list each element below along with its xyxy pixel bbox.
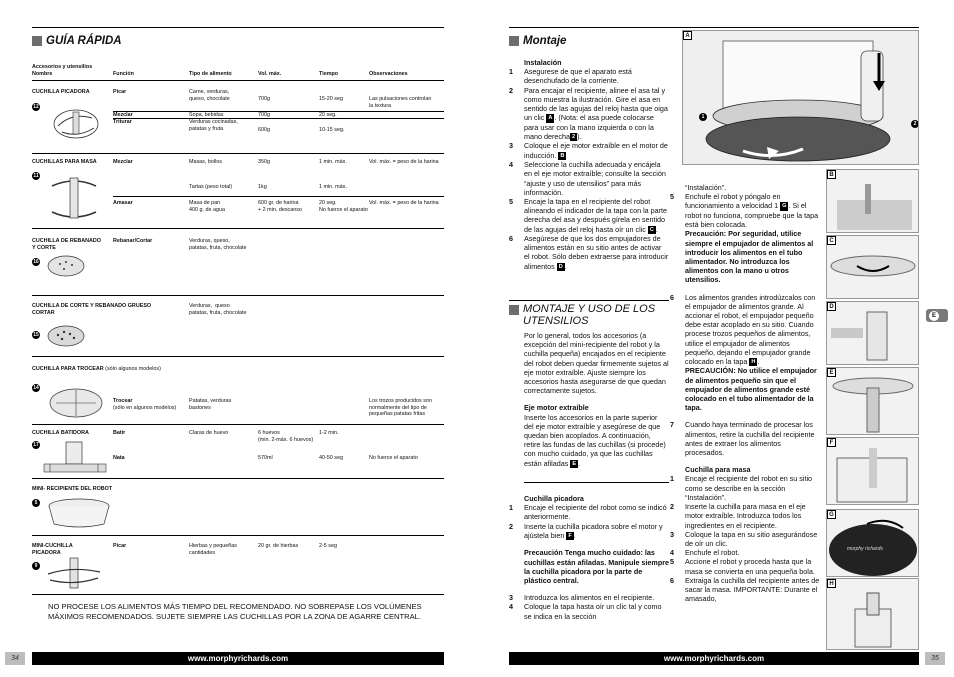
mini-blade-time: 2-5 seg [319, 543, 337, 549]
row-whisk-name: CUCHILLA BATIDORA [32, 430, 89, 436]
dough-note-3: Vol. máx. = peso de la harina [369, 200, 439, 206]
chopper-time-3: 10-15 seg. [319, 127, 345, 133]
figure-d: D [826, 301, 919, 365]
figure-b: B [826, 169, 919, 233]
figure-g: G morphy richards [826, 509, 919, 577]
row-mini-blade-name: MINI-CUCHILLA PICADORA [32, 543, 73, 556]
coarse-number: 15 [33, 332, 39, 338]
chopper-food-3: Verduras cocinadas, patatas y fruta [189, 119, 238, 132]
figure-c: C [826, 235, 919, 299]
chopper-max-3: 600g [258, 127, 270, 133]
whisk-max-1: 6 huevos (min. 2-máx. 6 huevos) [258, 430, 314, 443]
section-rule [524, 482, 669, 483]
chopping-column: Cuchilla picadora 1 Encaje el recipiente del robot como se indicó anteriormente. 2 Inserte la cuchilla picadora sobre el motor y ajústela bien F . Precaución Tenga mucho cuidado: las cuchillas están afiladas. Manipule siempre la cuchilla picadora por la parte de plástico central. 3 Introduzca los alimentos en el recipiente. 4 Coloque la tapa hasta oír un clic tal y como se indica en la sección [509, 494, 670, 621]
page-number-right: 35 [925, 652, 945, 665]
install-step-1: 1 Asegurese de que el aparato está desenchufado de la corriente. [509, 67, 632, 86]
footer-url[interactable]: www.morphyrichards.com [32, 652, 444, 665]
mini-blade-max: 20 gr. de hierbas [258, 543, 299, 549]
dough-fn-mix: Mezclar [113, 159, 133, 165]
utensils-intro: Por lo general, todos los accesorios (a excepción del mini-recipiente del robot y la cuchilla pequeña) encajados en el recipiente del robot deben quedar firmemente sujetos al eje motor extraíble. Ajuste siempre los accesorios hasta asegurarse de que quedan correctamente sujetos. [524, 331, 669, 396]
row-rule [32, 153, 444, 154]
dice-fn: Trocear [113, 398, 133, 404]
brand-logo: morphy richards [847, 546, 883, 552]
figure-f: F [826, 437, 919, 505]
row-rule [32, 535, 444, 536]
row-dice-name: CUCHILLA PARA TROCEAR (sólo algunos modelos) [32, 366, 161, 372]
dough-subrule [113, 196, 444, 197]
row-rule [32, 594, 444, 595]
chopper-subrule-2 [113, 118, 444, 119]
row-rule [32, 228, 444, 229]
install-step-4: 4 Seleccione la cuchilla adecuada y encájela en el eje motor extraíble; consulte la sección “ajuste y uso de utensilios” para más información. [509, 160, 666, 197]
install-heading: Instalación [524, 58, 562, 67]
header-rule [32, 80, 444, 81]
chopper-fn-chop: Picar [113, 89, 127, 95]
dough-blade-illustration [44, 172, 104, 224]
whisk-fn-cream: Nata [113, 455, 125, 461]
col-function: Función [113, 71, 134, 77]
chopper-number: 12 [33, 104, 39, 110]
coarse-disc-illustration [46, 324, 86, 348]
mini-bowl-number: 5 [32, 499, 40, 507]
middle-column: “Instalación”. 5 Enchufe el robot y póngalo en funcionamiento a velocidad 1 G . Si el robot no funciona, compruebe que la tapa está bien colocada. Precaución: Por seguridad, utilice siempre el empujador de alimentos al introducir los alimentos en el tubo alimentador. No introduzca los alimentos con la mano u otros utensilios. 6 Los alimentos grandes introdúzcalos con el empujador de alimentos grande. Al accionar el robot, el empujador pequeño debe estar acoplado en su sitio. Cuando procese trozos pequeños de alimentos, utilice el empujador de alimentos pequeño, dejando el empujador grande colocado en la tapa H . PRECAUCIÓN: No utilice el empujador de alimentos pequeño sin que el empujador de alimentos grande esté colocado en el tubo alimentador de la tapa. 7 Cuando haya terminado de procesar los alimentos, retire la cuchilla del recipiente antes de extraer los alimentos procesados. Cuchilla para masa 1 Encaje el recipiente del robot en su sitio como se describe en la sección “Instalación”. 2 Inserte la cuchilla para masa en el eje motor extraíble. Introduzca todos los ingredientes en el recipiente. 3 Coloque la tapa en su sitio asegurándose de oír un clic. 4 Enchufe el robot. 5 Accione el robot y proceda hasta que la masa se convierta en una pequeña bola. 6 Extraiga la cuchilla del recipiente antes de sacar la masa. IMPORTANTE: Durante el amasado, [670, 183, 820, 604]
top-rule [32, 27, 444, 28]
mini-blade-fn: Picar [113, 543, 127, 549]
chopper-max-1: 700g [258, 96, 270, 102]
dough-max-3: 600 gr. de harina + 2 min. descanso [258, 200, 302, 213]
slicer-fn: Rebanar/Cortar [113, 238, 153, 244]
callout-1: 1 [699, 113, 707, 121]
whisk-time-1: 1-2 min. [319, 430, 339, 436]
axis-text: Inserte los accesorios en la parte superior del eje motor extraíble y asegúrese de que quedan bien acoplados. A continuación, retire las fundas de las cuchillas (si procede) con mucho cuidado, ya que las cuchillas están afiladas E . [524, 412, 666, 468]
page-number: 34 [5, 652, 25, 665]
utensils-heading: MONTAJE Y USO DE LOS UTENSILIOS [509, 303, 669, 327]
quick-guide-heading: GUÍA RÁPIDA [32, 35, 122, 47]
whisk-time-2: 40-50 seg [319, 455, 343, 461]
figure-e: E [826, 367, 919, 435]
install-column [509, 58, 669, 271]
col-max: Vol. máx. [258, 71, 282, 77]
row-dough-name: CUCHILLAS PARA MASA [32, 159, 97, 165]
dough-note-1: Vol. máx. = peso de la harina [369, 159, 439, 165]
chop-heading: Cuchilla picadora [524, 494, 584, 503]
row-slicer-name: CUCHILLA DE REBANADO Y CORTE [32, 238, 101, 251]
dough-time-1: 1 min. máx. [319, 159, 347, 165]
heading-square-icon [32, 36, 42, 46]
dough-time-3: 20 seg. No fuerce el aparato [319, 200, 368, 213]
row-chopper-name: CUCHILLA PICADORA [32, 89, 90, 95]
figure-h: H [826, 578, 919, 650]
dough-food-2: Tartas (peso total) [189, 184, 233, 190]
mini-blade-number: 9 [32, 562, 40, 570]
chopper-subrule-1 [113, 111, 444, 112]
chopper-fn-mix: Mezclar [113, 112, 133, 118]
dice-note: Los trozos producidos son normalmente del tipo de pequeñas patatas fritas [369, 398, 432, 418]
install-step-6: 6 Asegúrese de que los dos empujadores de alimentos están en su sitio antes de activar el robot. Sólo deben extraerse para introducir alimentos D . [509, 234, 669, 271]
col-accessories: Accesorios y utensilios [32, 64, 93, 70]
assembly-heading: Montaje [509, 35, 566, 47]
dough-time-2: 1 min. máx. [319, 184, 347, 190]
chopper-food-2: Sopa, bebidas [189, 112, 224, 118]
dough-fn-knead: Amasar [113, 200, 133, 206]
row-rule [32, 295, 444, 296]
dice-food: Patatas, verduras bastones [189, 398, 232, 411]
install-step-2: 2 Para encajar el recipiente, alinee el asa tal y como muestra la ilustración. Gire el asa en sentido de las agujas del reloj hasta que oiga un clic A . (Nota: el asa puede colocarse para usar con la mano izquierda o con la mano derecha 2 ). [509, 85, 668, 141]
whisk-illustration [42, 440, 108, 474]
safety-warning: NO PROCESE LOS ALIMENTOS MÁS TIEMPO DEL RECOMENDADO. NO SOBREPASE LOS VOLÚMENES MÁXIMOS RECOMENDADOS. SUJETE SIEMPRE LAS CUCHILLAS POR LA ZONA DE AGARRE CENTRAL. [48, 602, 422, 621]
dicing-disc-illustration [46, 386, 106, 420]
mini-blade-food: Hierbas y pequeñas cantidades [189, 543, 237, 556]
chopper-food-1: Carne, verduras, queso, chocolate [189, 89, 230, 102]
mini-bowl-illustration [44, 496, 114, 532]
whisk-max-2: 570ml [258, 455, 273, 461]
mini-blade-illustration [44, 556, 104, 592]
install-step-3: 3 Coloque el eje motor extraíble en el motor de inducción. B [509, 141, 668, 160]
dough-max-1: 350g [258, 159, 270, 165]
callout-2: 2 [911, 120, 919, 128]
chop-caution: Precaución Tenga mucho cuidado: las cuchillas están afiladas. Manipule siempre la cuchilla picadora por la parte de plástico central. [524, 548, 670, 585]
row-rule [32, 356, 444, 357]
whisk-note-2: No fuerce el aparato [369, 455, 418, 461]
chopper-time-1: 15-20 seg [319, 96, 343, 102]
dice-fn-sub: (sólo en algunos modelos) [113, 405, 177, 411]
dough-heading: Cuchilla para masa [685, 465, 751, 475]
row-mini-bowl-name: MINI- RECIPIENTE DEL ROBOT [32, 486, 113, 492]
whisk-fn-beat: Batir [113, 430, 126, 436]
language-tab: E [926, 309, 948, 322]
install-step-5: 5 Encaje la tapa en el recipiente del robot alineando el indicador de la tapa con la parte derecha del asa y después gírela en sentido de las agujas del reloj hasta oír un clic C . [509, 196, 668, 234]
col-notes: Observaciones [369, 71, 408, 77]
section-rule [509, 300, 669, 301]
slicer-number: 16 [33, 259, 39, 265]
dough-max-2: 1kg [258, 184, 267, 190]
axis-heading: Eje motor extraíble [524, 403, 589, 413]
dice-number: 14 [33, 385, 39, 391]
utensils-column [524, 331, 669, 468]
row-rule [32, 478, 444, 479]
row-rule [32, 424, 444, 425]
dough-food-1: Masas, bollos [189, 159, 222, 165]
col-name: Nombre [32, 71, 53, 77]
col-time: Tiempo [319, 71, 339, 77]
coarse-food: Verduras, queso patatas, fruta, chocolate [189, 303, 247, 316]
whisk-number: 17 [33, 442, 39, 448]
slicer-food: Verduras, queso, patatas, fruta, chocolate [189, 238, 247, 251]
col-food: Tipo de alimento [189, 71, 232, 77]
chopper-note-1: Las pulsaciones controlan la textura [369, 96, 432, 109]
whisk-food-1: Claras de huevo [189, 430, 229, 436]
dough-food-3: Masa de pan 400 g. de agua [189, 200, 225, 213]
dough-number: 11 [33, 173, 39, 179]
row-coarse-name: CUCHILLA DE CORTE Y REBANADO GRUESO CORTAR [32, 303, 152, 316]
chopper-time-2: 20 seg. [319, 112, 337, 118]
top-rule-right [509, 27, 919, 28]
footer-url-right[interactable]: www.morphyrichards.com [509, 652, 919, 665]
chopper-fn-puree: Triturar [113, 119, 132, 125]
figure-a: A 1 2 [682, 30, 919, 165]
chopper-max-2: 700g [258, 112, 270, 118]
slicing-disc-illustration [46, 254, 86, 278]
chopper-blade-illustration [48, 104, 104, 144]
food-processor-illustration [683, 31, 919, 165]
